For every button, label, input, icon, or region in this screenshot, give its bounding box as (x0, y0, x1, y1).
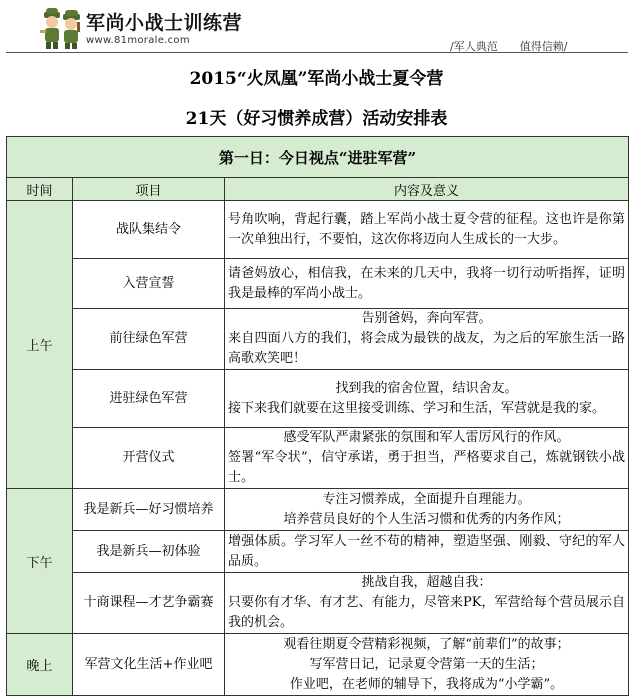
column-header-time: 时间 (7, 178, 73, 201)
table-row (7, 309, 629, 370)
activity-description (225, 573, 629, 634)
activity-description (225, 309, 629, 370)
table-row (7, 201, 629, 259)
description-line: 挑战自我，超越自我： (361, 575, 492, 590)
time-slot-afternoon: 下午 (7, 489, 73, 634)
description-line: 签署“军令状”，信守承诺，勇于担当，严格要求自己，炼就钢铁小战士。 (228, 450, 626, 485)
description-line: 观看往期夏令营精彩视频，了解“前辈们”的故事； (283, 636, 570, 652)
column-header-row (7, 178, 629, 201)
activity-item: 军营文化生活+作业吧 (73, 634, 225, 696)
table-row (7, 634, 629, 696)
document-subtitle: 21天（好习惯养成营）活动安排表 (185, 109, 448, 129)
header-divider (6, 52, 628, 53)
activity-item: 前往绿色军营 (73, 309, 225, 370)
description-line: 感受军队严肃紧张的氛围和军人雷厉风行的作风。 (283, 430, 570, 445)
activity-item: 我是新兵—初体验 (73, 531, 225, 573)
activity-description (225, 201, 629, 259)
column-header-item: 项目 (73, 178, 225, 201)
description-line: 来自四面八方的我们，将会成为最铁的战友，为之后的军旅生活一路高歌欢笑吧！ (228, 331, 626, 366)
activity-description (225, 259, 629, 309)
brand-url[interactable]: www.81morale.com (86, 35, 190, 46)
activity-description (225, 370, 629, 428)
table-row (7, 531, 629, 573)
table-row (7, 573, 629, 634)
description-line: 作业吧，在老师的辅导下，我将成为“小学霸”。 (289, 676, 564, 692)
activity-item: 战队集结令 (73, 201, 225, 259)
description-line: 专注习惯养成，全面提升自理能力。 (322, 491, 531, 507)
activity-description (225, 531, 629, 573)
time-slot-morning: 上午 (7, 201, 73, 489)
table-row (7, 370, 629, 428)
activity-item: 我是新兵—好习惯培养 (73, 489, 225, 531)
activity-description (225, 489, 629, 531)
schedule-table (6, 136, 629, 696)
description-line: 增强体质。学习军人一丝不苟的精神，塑造坚强、刚毅、守纪的军人品质。 (228, 533, 626, 569)
time-slot-evening: 晚上 (7, 634, 73, 696)
activity-item: 入营宣誓 (73, 259, 225, 309)
activity-description (225, 634, 629, 696)
table-row (7, 489, 629, 531)
activity-item: 进驻绿色军营 (73, 370, 225, 428)
description-line: 找到我的宿舍位置，结识舍友。 (335, 380, 518, 396)
description-line: 只要你有才华、有才艺、有能力，尽管来PK，军营给每个营员展示自我的机会。 (228, 595, 626, 630)
description-line: 告别爸妈，奔向军营。 (361, 311, 492, 326)
activity-item: 十商课程—才艺争霸赛 (73, 573, 225, 634)
day-title: 第一日：今日视点“进驻军营” (7, 137, 629, 178)
brand-name: 军尚小战士训练营 (86, 12, 243, 34)
brand-tagline: /军人典范 值得信赖/ (450, 40, 568, 53)
description-line: 培养营员良好的个人生活习惯和优秀的内务作风； (283, 511, 570, 527)
description-line: 请爸妈放心，相信我，在未来的几天中，我将一切行动听指挥，证明我是最棒的军尚小战士。 (228, 265, 626, 301)
activity-item: 开营仪式 (73, 428, 225, 489)
column-header-desc: 内容及意义 (225, 178, 629, 201)
document-title: 2015“火凤凰”军尚小战士夏令营 (189, 69, 444, 89)
page-header (0, 0, 633, 54)
soldier-mascots-logo (40, 4, 84, 50)
description-line: 写军营日记，记录夏令营第一天的生活； (309, 656, 544, 672)
table-row (7, 259, 629, 309)
table-row (7, 428, 629, 489)
activity-description (225, 428, 629, 489)
description-line: 接下来我们就要在这里接受训练、学习和生活，军营就是我的家。 (228, 400, 606, 416)
description-line: 号角吹响，背起行囊，踏上军尚小战士夏令营的征程。这也许是你第一次单独出行，不要怕，这次你将迈向人生成长的一大步。 (228, 211, 626, 247)
